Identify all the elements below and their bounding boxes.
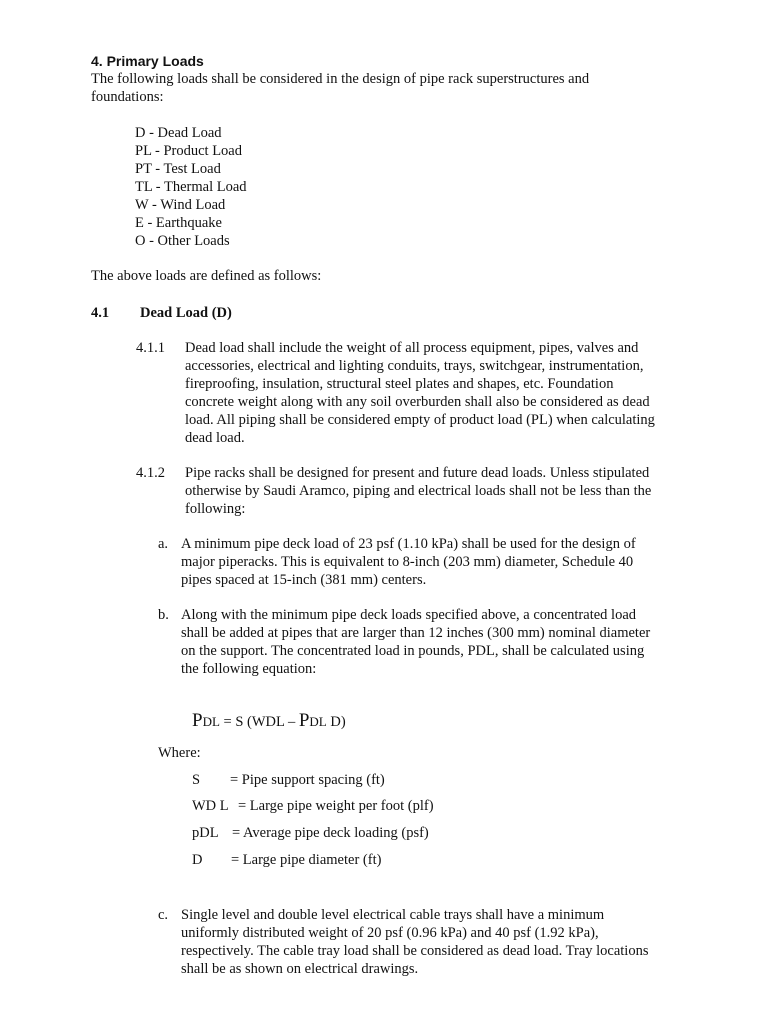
load-list-item: O - Other Loads: [135, 233, 230, 249]
item-c-marker: c.: [158, 907, 169, 923]
definition-meaning: = Average pipe deck loading (psf): [232, 825, 429, 841]
item-c-line: shall be as shown on electrical drawings.: [181, 961, 419, 977]
item-c-line: Single level and double level electrical cable trays shall have a minimum: [181, 907, 605, 923]
load-list: [135, 124, 247, 250]
load-list-item: D - Dead Load: [135, 125, 222, 141]
item-b-line: Along with the minimum pipe deck loads specified above, a concentrated load: [181, 607, 637, 623]
load-list-item: PT - Test Load: [135, 161, 221, 177]
para-412-text: [185, 464, 651, 518]
para-412-line: Pipe racks shall be designed for present and future dead loads. Unless stipulated: [185, 465, 650, 481]
item-a-line: major piperacks. This is equivalent to 8-inch (203 mm) diameter, Schedule 40: [181, 554, 634, 570]
subsection-number: 4.1: [91, 305, 110, 321]
item-b-text: [181, 606, 650, 678]
defined-text: The above loads are defined as follows:: [91, 268, 322, 284]
item-c-text: [181, 906, 648, 978]
definition-row: [192, 771, 385, 789]
definition-meaning: = Pipe support spacing (ft): [230, 772, 385, 788]
item-b-line: on the support. The concentrated load in pounds, PDL, shall be calculated using: [181, 643, 645, 659]
para-411-line: load. All piping shall be considered empty of product load (PL) when calculating: [185, 412, 655, 428]
item-a-line: pipes spaced at 15-inch (381 mm) centers.: [181, 572, 427, 588]
load-list-item: E - Earthquake: [135, 215, 222, 231]
section-heading: 4. Primary Loads: [91, 53, 204, 69]
para-412-number: 4.1.2: [136, 465, 165, 481]
para-412-line: following:: [185, 501, 246, 517]
intro-line-1: The following loads shall be considered in the design of pipe rack superstructures and: [91, 71, 590, 87]
definition-row: [192, 824, 429, 842]
item-c-line: uniformly distributed weight of 20 psf (0.96 kPa) and 40 psf (1.92 kPa),: [181, 925, 599, 941]
definition-symbol: pDL: [192, 825, 219, 841]
equation-sub1: DL: [202, 714, 220, 729]
para-411-line: concrete weight along with any soil overburden shall also be considered as dead: [185, 394, 650, 410]
para-411-line: fireproofing, insulation, structural steel plates and shapes, etc. Foundation: [185, 376, 614, 392]
para-411-text: [185, 339, 655, 447]
load-list-item: W - Wind Load: [135, 197, 226, 213]
load-list-item: TL - Thermal Load: [135, 179, 247, 195]
item-b-marker: b.: [158, 607, 169, 623]
definition-symbol: WD L: [192, 798, 229, 814]
intro-line-2: foundations:: [91, 89, 164, 105]
where-label: Where:: [158, 745, 201, 761]
definition-row: [192, 797, 434, 815]
para-412-line: otherwise by Saudi Aramco, piping and electrical loads shall not be less than the: [185, 483, 652, 499]
para-411-line: Dead load shall include the weight of all process equipment, pipes, valves and: [185, 340, 639, 356]
item-c-line: respectively. The cable tray load shall be considered as dead load. Tray locations: [181, 943, 649, 959]
definition-meaning: = Large pipe weight per foot (plf): [238, 798, 434, 814]
subsection-title: Dead Load (D): [140, 305, 232, 321]
definition-symbol: S: [192, 772, 201, 788]
item-b-line: the following equation:: [181, 661, 317, 677]
para-411-line: accessories, electrical and lighting conduits, trays, switchgear, instrumentation,: [185, 358, 644, 374]
equation-p1: P: [192, 710, 203, 731]
load-list-item: PL - Product Load: [135, 143, 242, 159]
equation-sub2: DL: [309, 714, 327, 729]
definition-symbol: D: [192, 852, 203, 868]
equation-end: D): [326, 714, 346, 730]
equation-p2: P: [298, 710, 310, 731]
item-a-line: A minimum pipe deck load of 23 psf (1.10 kPa) shall be used for the design of: [181, 536, 636, 552]
item-b-line: shall be added at pipes that are larger than 12 inches (300 mm) nominal diameter: [181, 625, 651, 641]
item-a-marker: a.: [158, 536, 169, 552]
para-411-number: 4.1.1: [136, 340, 165, 356]
equation-middle: = S (WDL –: [219, 714, 299, 730]
item-a-text: [181, 535, 636, 589]
definition-meaning: = Large pipe diameter (ft): [231, 852, 382, 868]
para-411-line: dead load.: [185, 430, 245, 446]
definition-row: [192, 851, 381, 869]
equation: [192, 712, 346, 731]
